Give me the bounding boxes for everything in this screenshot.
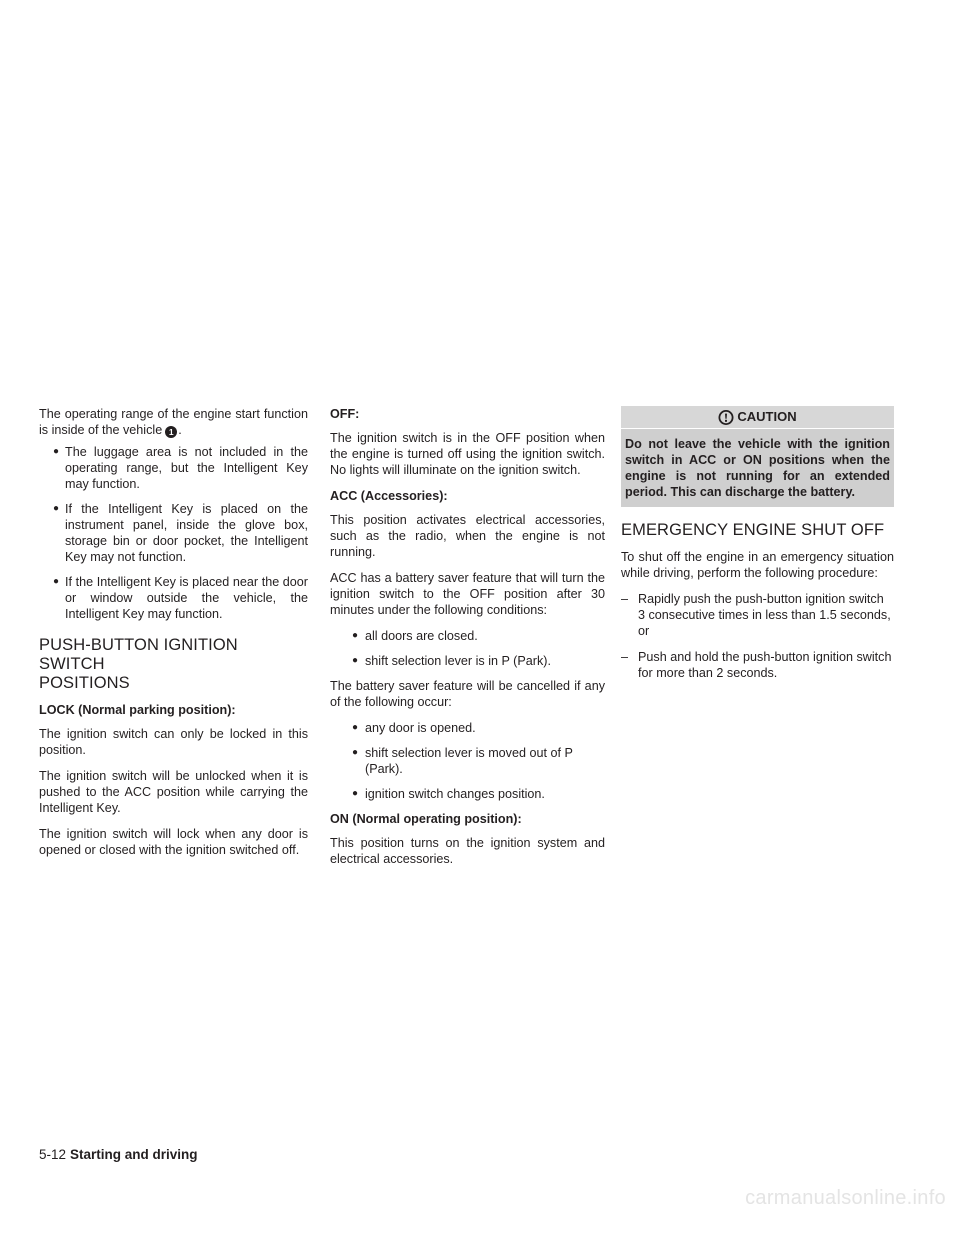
- range-intro: [39, 406, 308, 438]
- list-item-text: The luggage area is not included in the operating range, but the Intelligent Key may function.: [65, 445, 308, 491]
- bullet-icon: ●: [351, 788, 358, 799]
- list-item-text: shift selection lever is moved out of P (Park).: [365, 746, 573, 776]
- page-number: 5-12: [39, 1147, 67, 1162]
- off-paragraph: The ignition switch is in the OFF position when the engine is turned off using the ignition switch. No lights will illuminate on the ignition switch.: [330, 431, 605, 477]
- lock-paragraph: The ignition switch will be unlocked when it is pushed to the ACC position while carrying the Intelligent Key.: [39, 769, 308, 815]
- list-item-text: ignition switch changes position.: [365, 787, 545, 801]
- page-footer: [39, 1147, 198, 1163]
- column-middle: [330, 406, 605, 877]
- list-item: [330, 628, 605, 644]
- section-title-line: POSITIONS: [39, 674, 130, 692]
- list-item-text: If the Intelligent Key is placed near the door or window outside the vehicle, the Intelligent Key may function.: [65, 575, 308, 621]
- section-title-line: PUSH-BUTTON IGNITION SWITCH: [39, 636, 238, 673]
- list-item: [621, 649, 894, 681]
- bullet-icon: ●: [351, 630, 358, 641]
- bullet-icon: ●: [52, 446, 59, 457]
- list-item-text: shift selection lever is in P (Park).: [365, 654, 551, 668]
- range-intro-text: The operating range of the engine start function is inside of the vehicle: [39, 407, 308, 437]
- bullet-icon: ●: [351, 722, 358, 733]
- list-item: [330, 745, 605, 777]
- warning-icon: [718, 410, 734, 425]
- list-item: [330, 786, 605, 802]
- acc-paragraph: This position activates electrical accessories, such as the radio, when the engine is not running.: [330, 513, 605, 559]
- on-paragraph: This position turns on the ignition system and electrical accessories.: [330, 836, 605, 866]
- caution-text: Do not leave the vehicle with the ignition switch in ACC or ON positions when the engine is not running for an extended period. This can discharge the battery.: [621, 429, 894, 507]
- list-item-text: Push and hold the push-button ignition switch for more than 2 seconds.: [638, 650, 892, 680]
- callout-marker: 1: [165, 426, 177, 438]
- lock-paragraph: The ignition switch can only be locked in this position.: [39, 727, 308, 757]
- dash-marker: –: [621, 592, 629, 606]
- list-item: [330, 720, 605, 736]
- bullet-icon: ●: [52, 503, 59, 514]
- list-item: [39, 574, 308, 622]
- caution-title: CAUTION: [737, 409, 797, 424]
- acc-paragraph: ACC has a battery saver feature that will turn the ignition switch to the OFF position after 30 minutes under the following conditions:: [330, 571, 605, 617]
- caution-box: [621, 406, 894, 507]
- bullet-icon: ●: [52, 576, 59, 587]
- list-item: [330, 653, 605, 669]
- cancel-paragraph: The battery saver feature will be cancelled if any of the following occur:: [330, 679, 605, 709]
- acc-heading: ACC (Accessories):: [330, 489, 448, 503]
- watermark-text: carmanualsonline.info: [745, 1187, 946, 1209]
- on-heading: ON (Normal operating position):: [330, 812, 522, 826]
- bullet-icon: ●: [351, 747, 358, 758]
- list-item-text: all doors are closed.: [365, 629, 478, 643]
- list-item-text: any door is opened.: [365, 721, 476, 735]
- list-item: [39, 444, 308, 492]
- list-item: [39, 501, 308, 565]
- list-item: [621, 591, 894, 639]
- off-heading: OFF:: [330, 407, 360, 421]
- list-item-text: Rapidly push the push-button ignition switch 3 consecutive times in less than 1.5 seconds, or: [638, 592, 891, 638]
- column-left: [39, 406, 308, 868]
- section-title-emergency-shutoff: EMERGENCY ENGINE SHUT OFF: [621, 521, 885, 539]
- caution-header: [621, 406, 894, 429]
- chapter-title: Starting and driving: [70, 1147, 198, 1162]
- column-right: [621, 406, 894, 691]
- lock-heading: LOCK (Normal parking position):: [39, 703, 236, 717]
- lock-paragraph: The ignition switch will lock when any door is opened or closed with the ignition switched off.: [39, 827, 308, 857]
- section-title-ignition-positions: [39, 636, 308, 693]
- bullet-icon: ●: [351, 655, 358, 666]
- emergency-intro: To shut off the engine in an emergency situation while driving, perform the following procedure:: [621, 550, 894, 580]
- dash-marker: –: [621, 650, 629, 664]
- range-intro-end: .: [178, 423, 182, 437]
- list-item-text: If the Intelligent Key is placed on the instrument panel, inside the glove box, storage bin or door pocket, the Intelligent Key may not function.: [65, 502, 308, 564]
